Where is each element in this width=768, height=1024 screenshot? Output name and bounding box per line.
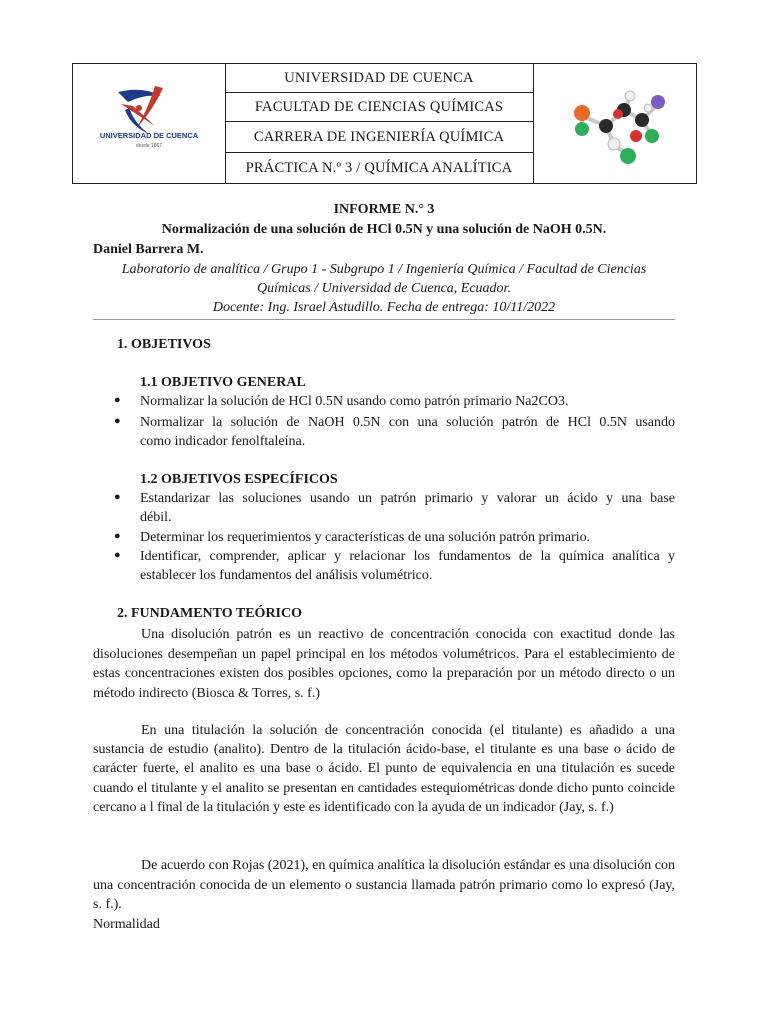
bullet-icon: ● (114, 394, 121, 406)
report-number: INFORME N.° 3 (333, 202, 435, 217)
header-university: UNIVERSIDAD DE CUENCA (225, 64, 533, 93)
report-title-block (93, 200, 675, 317)
header-practice: PRÁCTICA N.º 3 / QUÍMICA ANALÍTICA (245, 160, 513, 176)
header-faculty: FACULTAD DE CIENCIAS QUÍMICAS (225, 93, 533, 122)
section-1-2-title: 1.2 OBJETIVOS ESPECÍFICOS (140, 472, 338, 487)
bullet-icon: ● (114, 491, 121, 503)
bullet-icon: ● (114, 530, 121, 542)
section-2-title: 2. FUNDAMENTO TEÓRICO (117, 606, 303, 621)
paragraph-1: Una disolución patrón es un reactivo de concentración conocida con exactitud donde las disoluciones desempeñan un papel principal en los métodos volumétricos. Para el establecimiento de estas concentraciones existen dos posibles opciones, como la preparación por un método directo o un método indirecto (Biosca & Torres, s. f.) (93, 627, 675, 701)
logo-subtext: desde 1867 (135, 143, 163, 149)
objective-general-2-line-2: como indicador fenolftaleína. (140, 434, 306, 449)
section-1-title: 1. OBJETIVOS (117, 337, 211, 352)
university-logo (73, 64, 225, 183)
affiliation-line-1: Laboratorio de analítica / Grupo 1 - Subgrupo 1 / Ingeniería Química / Facultad de Ciencias (121, 262, 647, 277)
molecule-image-cell (533, 64, 697, 183)
objective-specific-3-line-2: establecer los fundamentos del análisis volumétrico. (140, 568, 433, 583)
teacher-line: Docente: Ing. Israel Astudillo. Fecha de entrega: 10/11/2022 (212, 300, 556, 315)
objective-specific-3-line-1: Identificar, comprender, aplicar y relacionar los fundamentos de la química analítica y (140, 549, 675, 564)
normalidad-heading: Normalidad (93, 917, 160, 932)
paragraph-3: De acuerdo con Rojas (2021), en química analítica la disolución estándar es una disolución con una concentración conocida de un elemento o sustancia llamada patrón primario como lo expresó (Jay, s. f.). (93, 858, 675, 912)
objective-general-2-line-1: Normalizar la solución de NaOH 0.5N con una solución patrón de HCl 0.5N usando (140, 415, 675, 430)
objective-specific-2: Determinar los requerimientos y características de una solución patrón primario. (140, 530, 591, 545)
molecule-image (534, 64, 697, 183)
section-1-1-title: 1.1 OBJETIVO GENERAL (140, 375, 306, 390)
report-author: Daniel Barrera M. (93, 242, 204, 257)
affiliation-line-2: Químicas / Universidad de Cuenca, Ecuador. (257, 281, 511, 296)
header-titles (225, 64, 533, 183)
logo-text: UNIVERSIDAD DE CUENCA (99, 131, 199, 140)
header-table (72, 63, 697, 184)
objective-specific-1-line-2: débil. (140, 510, 172, 525)
objective-general-1: Normalizar la solución de HCl 0.5N usando como patrón primario Na2CO3. (140, 394, 569, 409)
bullet-icon: ● (114, 415, 121, 427)
paragraph-2: En una titulación la solución de concentración conocida (el titulante) es añadido a una sustancia de estudio (analito). Dentro de la titulación ácido-base, el titulante es una base o ácido de carácter fuerte, el analito es una base o ácido. El punto de equivalencia en una titulación es sucede cuando el titulante y el analito se presentan en cantidades estequiométricas donde dicho punto coincide cercano a l final de la titulación y este es identificado con la ayuda de un indicador (Jay, s. f.) (93, 723, 675, 815)
report-title: Normalización de una solución de HCl 0.5N y una solución de NaOH 0.5N. (161, 222, 607, 237)
divider (93, 319, 675, 320)
objective-specific-1-line-1: Estandarizar las soluciones usando un patrón primario y valorar un ácido y una base (140, 491, 675, 506)
university-logo-cell (73, 64, 226, 183)
bullet-icon: ● (114, 549, 121, 561)
header-career: CARRERA DE INGENIERÍA QUÍMICA (225, 122, 533, 153)
